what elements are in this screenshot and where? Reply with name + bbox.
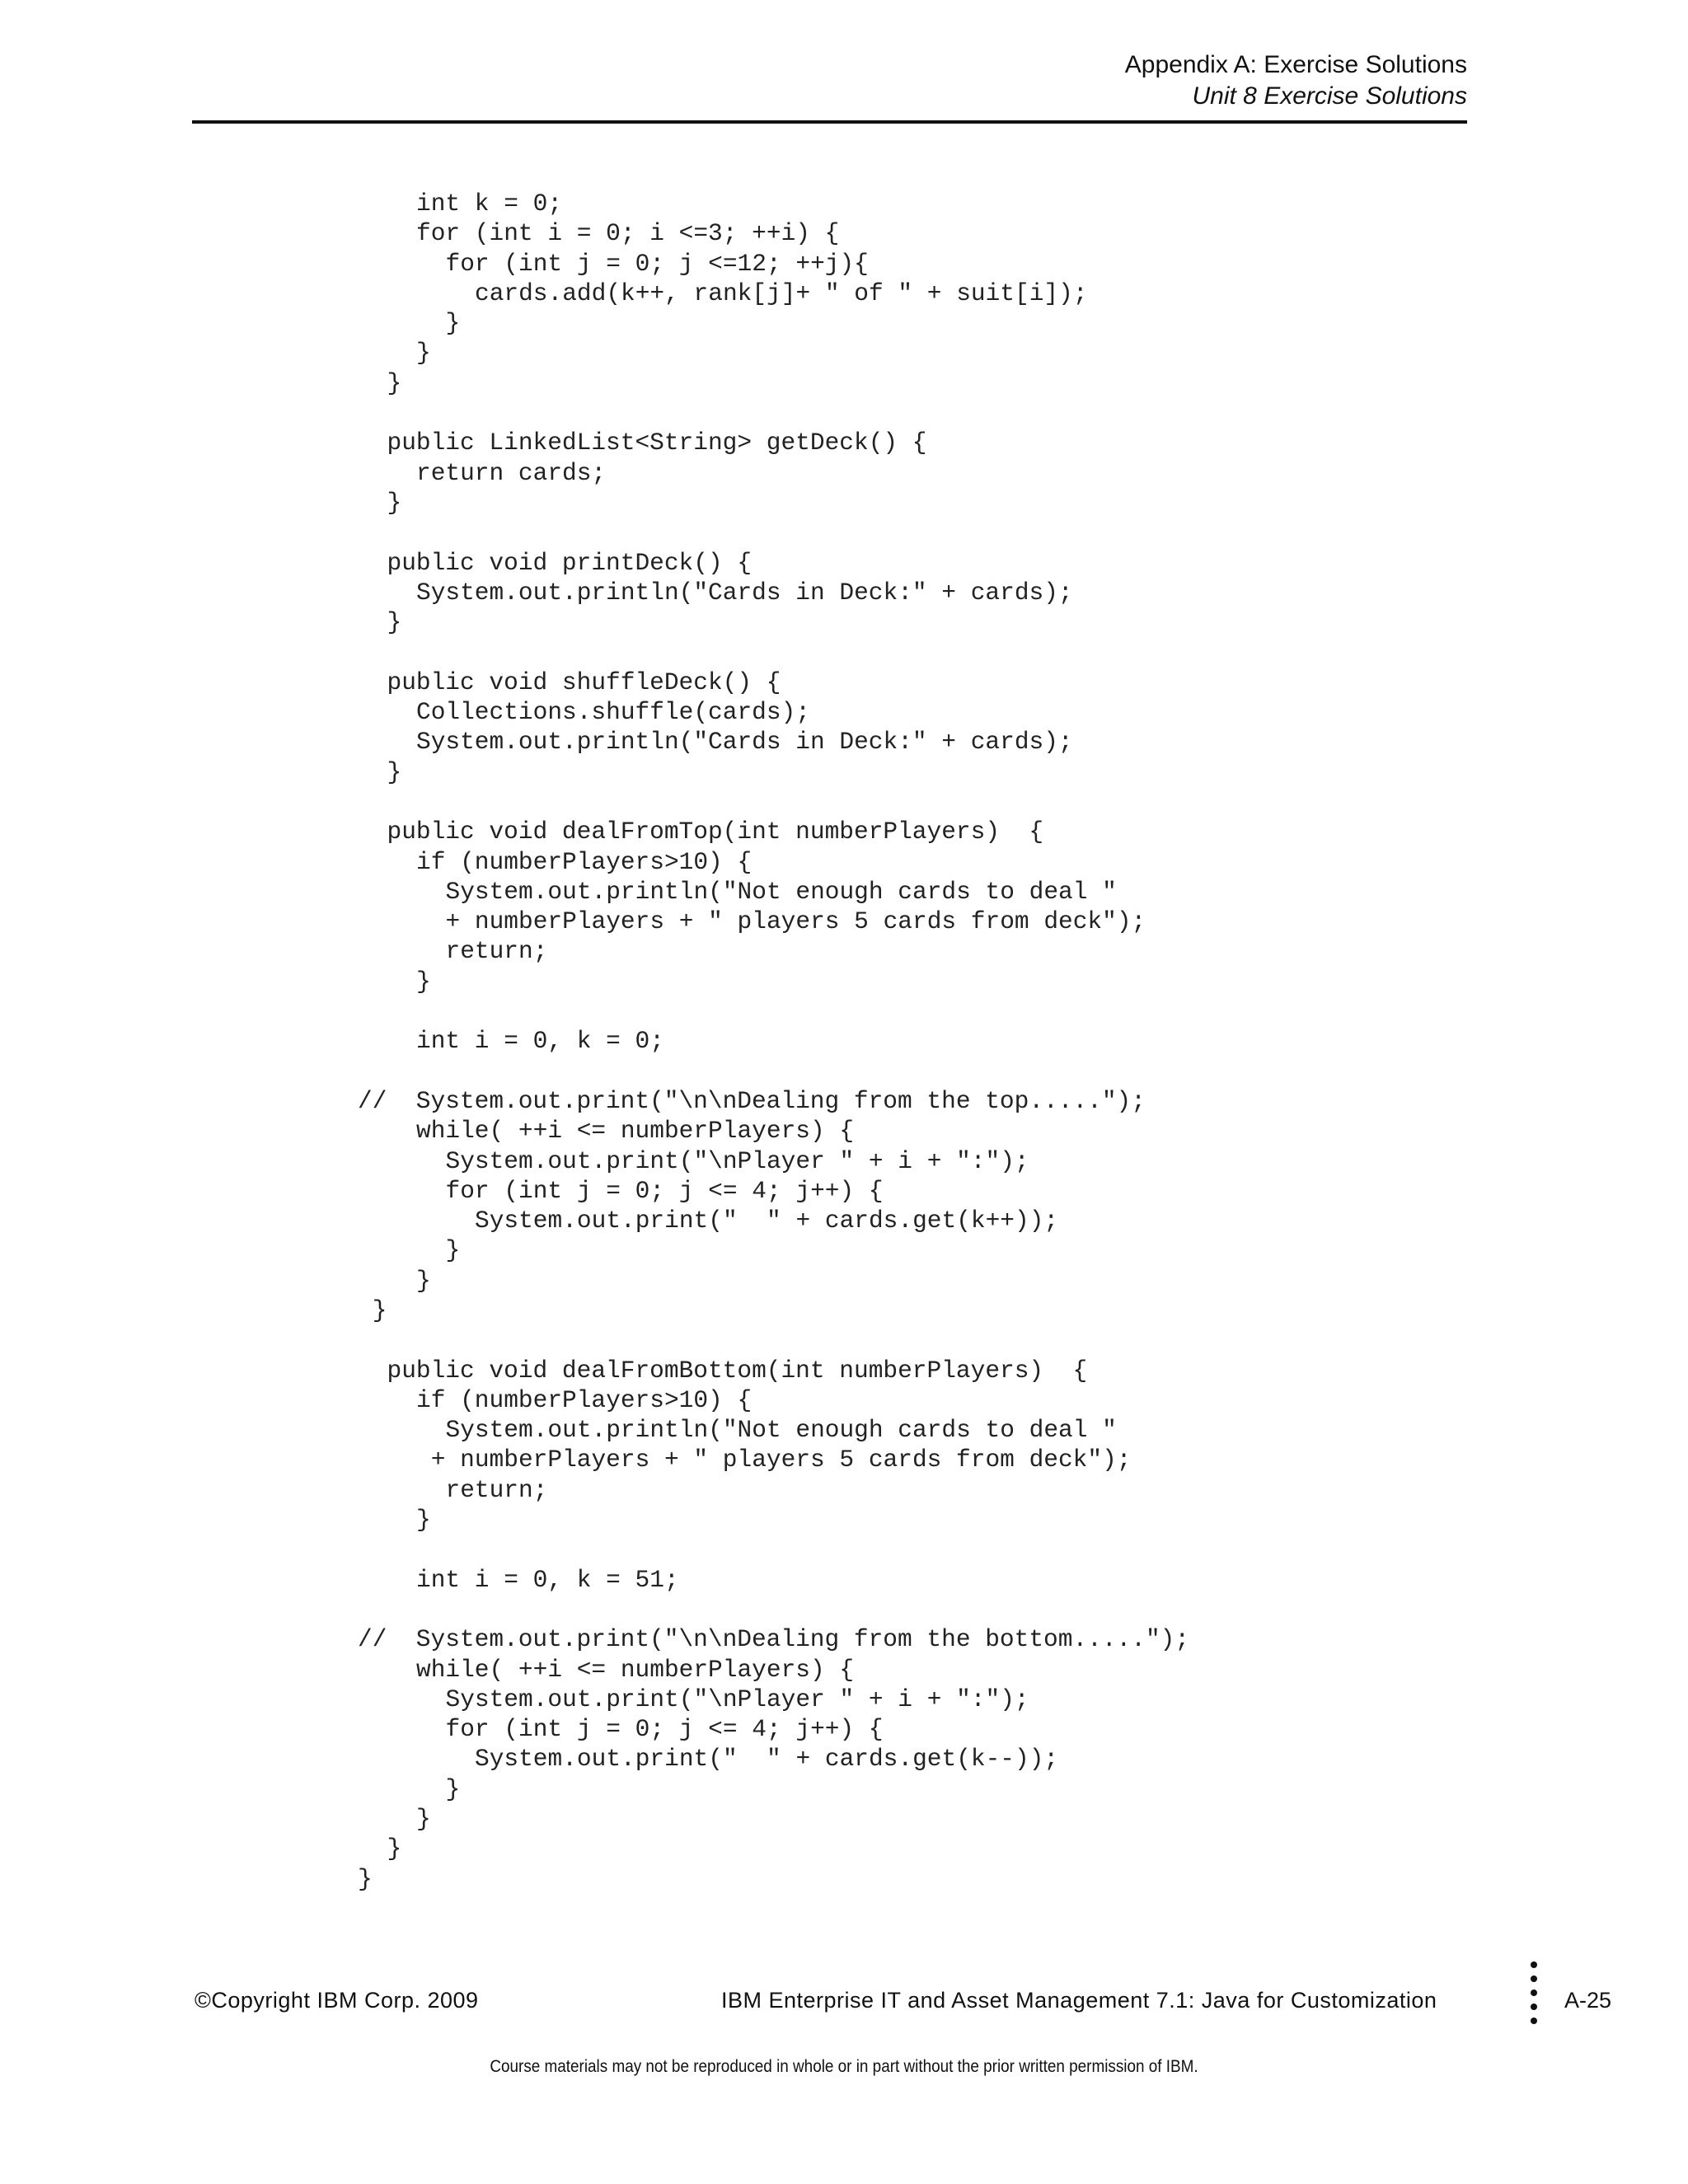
code-line: int i = 0, k = 51; bbox=[416, 1565, 679, 1594]
code-line: } bbox=[416, 339, 431, 368]
code-line: public void dealFromTop(int numberPlayers) { bbox=[387, 818, 1044, 846]
code-line: Collections.shuffle(cards); bbox=[416, 698, 810, 727]
code-line: } bbox=[445, 1236, 461, 1265]
code-line: // System.out.print("\n\nDealing from the bottom....."); bbox=[358, 1625, 1190, 1654]
code-line: for (int j = 0; j <= 4; j++) { bbox=[445, 1176, 884, 1205]
code-line: return; bbox=[445, 937, 548, 966]
footer-dots-ornament bbox=[1531, 1961, 1539, 2027]
code-line: System.out.print(" " + cards.get(k++)); bbox=[475, 1207, 1059, 1235]
footer-copyright-notice: Course materials may not be reproduced in whole or in part without the prior written permission of IBM. bbox=[490, 2057, 1198, 2076]
code-line: } bbox=[387, 608, 402, 637]
code-line: int i = 0, k = 0; bbox=[416, 1027, 664, 1056]
code-line: int k = 0; bbox=[416, 190, 563, 218]
header-title: Appendix A: Exercise Solutions bbox=[1124, 51, 1467, 78]
code-line: } bbox=[387, 1835, 402, 1863]
code-line: return cards; bbox=[416, 458, 607, 487]
code-line: } bbox=[372, 1296, 387, 1324]
code-line bbox=[0, 996, 1189, 1026]
code-line: System.out.println("Cards in Deck:" + cards); bbox=[416, 728, 1073, 757]
code-line: System.out.print("\nPlayer " + i + ":"); bbox=[445, 1146, 1029, 1175]
code-line: } bbox=[416, 1805, 431, 1834]
code-line: } bbox=[416, 1266, 431, 1295]
code-line bbox=[0, 1325, 1189, 1355]
code-line bbox=[0, 1595, 1189, 1624]
code-line: + numberPlayers + " players 5 cards from deck"); bbox=[445, 907, 1146, 936]
code-line: while( ++i <= numberPlayers) { bbox=[416, 1117, 855, 1146]
code-line bbox=[0, 637, 1189, 667]
code-line: System.out.print(" " + cards.get(k--)); bbox=[475, 1745, 1059, 1774]
code-line bbox=[0, 518, 1189, 547]
code-line: cards.add(k++, rank[j]+ " of " + suit[i]); bbox=[475, 279, 1088, 307]
footer-copyright: ©Copyright IBM Corp. 2009 bbox=[195, 1988, 479, 2013]
code-line: if (numberPlayers>10) { bbox=[416, 847, 753, 876]
code-line: } bbox=[387, 368, 402, 397]
code-line: System.out.println("Not enough cards to deal " bbox=[445, 1416, 1117, 1445]
code-line: } bbox=[387, 757, 402, 786]
code-line: } bbox=[416, 1506, 431, 1535]
code-line: for (int i = 0; i <=3; ++i) { bbox=[416, 219, 840, 248]
code-line: } bbox=[387, 488, 402, 517]
code-line: } bbox=[445, 309, 461, 338]
code-line: + numberPlayers + " players 5 cards from deck"); bbox=[430, 1446, 1132, 1474]
code-line bbox=[0, 1535, 1189, 1564]
code-line: while( ++i <= numberPlayers) { bbox=[416, 1655, 855, 1684]
code-line bbox=[0, 398, 1189, 428]
code-line: // System.out.print("\n\nDealing from the top....."); bbox=[358, 1086, 1146, 1115]
code-line: return; bbox=[445, 1475, 548, 1504]
code-listing bbox=[0, 189, 1189, 1894]
footer-page-number: A-25 bbox=[1564, 1988, 1612, 2013]
code-line: if (numberPlayers>10) { bbox=[416, 1385, 753, 1414]
code-line: System.out.println("Cards in Deck:" + cards); bbox=[416, 578, 1073, 607]
code-line: public void dealFromBottom(int numberPlayers) { bbox=[387, 1356, 1088, 1385]
code-line: public void printDeck() { bbox=[387, 548, 753, 577]
code-line: public void shuffleDeck() { bbox=[387, 668, 781, 696]
code-line: } bbox=[445, 1774, 461, 1803]
code-line bbox=[0, 1057, 1189, 1086]
footer-course-title: IBM Enterprise IT and Asset Management 7.1: Java for Customization bbox=[721, 1988, 1437, 2013]
code-line: for (int j = 0; j <= 4; j++) { bbox=[445, 1715, 884, 1744]
header-subtitle: Unit 8 Exercise Solutions bbox=[1192, 82, 1467, 110]
header-divider bbox=[192, 120, 1467, 124]
code-line: System.out.print("\nPlayer " + i + ":"); bbox=[445, 1685, 1029, 1713]
code-line: } bbox=[416, 967, 431, 996]
code-line: public LinkedList<String> getDeck() { bbox=[387, 429, 927, 457]
code-line: } bbox=[358, 1864, 373, 1893]
code-line: System.out.println("Not enough cards to deal " bbox=[445, 877, 1117, 906]
code-line bbox=[0, 787, 1189, 817]
code-line: for (int j = 0; j <=12; ++j){ bbox=[445, 249, 869, 278]
